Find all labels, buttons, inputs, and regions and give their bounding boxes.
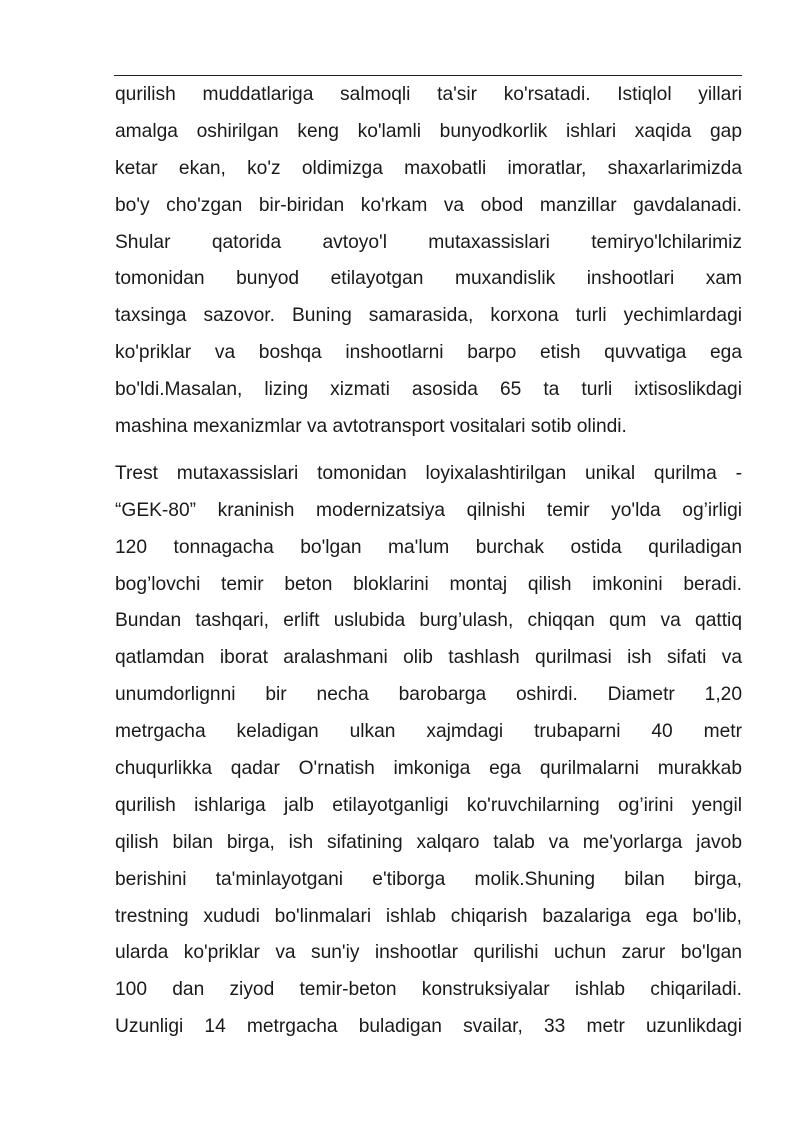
text-line: ko'priklar va boshqa inshootlarni barpo etish quvvatiga ega — [115, 342, 742, 364]
text-line: Uzunligi 14 metrgacha buladigan svailar, 33 metr uzunlikdagi — [115, 1016, 742, 1038]
text-line: bog’lovchi temir beton bloklarini montaj qilish imkonini beradi. — [115, 573, 742, 595]
text-line: berishini ta'minlayotgani e'tiborga molik.Shuning bilan birga, — [115, 868, 742, 890]
text-line: Trest mutaxassislari tomonidan loyixalashtirilgan unikal qurilma - — [115, 462, 742, 484]
text-line: qatlamdan iborat aralashmani olib tashlash qurilmasi ish sifati va — [115, 647, 742, 669]
text-line: metrgacha keladigan ulkan xajmdagi trubaparni 40 metr — [115, 721, 742, 743]
text-line: unumdorlignni bir necha barobarga oshirdi. Diametr 1,20 — [115, 684, 742, 706]
text-line: 100 dan ziyod temir-beton konstruksiyalar ishlab chiqariladi. — [115, 979, 742, 1001]
text-line: tomonidan bunyod etilayotgan muxandislik inshootlari xam — [115, 268, 742, 290]
text-line: amalga oshirilgan keng ko'lamli bunyodkorlik ishlari xaqida gap — [115, 120, 742, 142]
text-line: ularda ko'priklar va sun'iy inshootlar qurilishi uchun zarur bo'lgan — [115, 942, 742, 964]
text-line: mashina mexanizmlar va avtotransport vositalari sotib olindi. — [115, 416, 627, 438]
text-line: qurilish ishlariga jalb etilayotganligi ko'ruvchilarning og’irini yengil — [115, 794, 742, 816]
text-line: trestning xududi bo'linmalari ishlab chiqarish bazalariga ega bo'lib, — [115, 905, 742, 927]
text-line: ketar ekan, ko'z oldimizga maxobatli imoratlar, shaxarlarimizda — [115, 157, 742, 179]
document-body — [115, 77, 742, 1046]
text-line: chuqurlikka qadar O'rnatish imkoniga ega qurilmalarni murakkab — [115, 758, 742, 780]
text-line: “GEK-80” kraninish modernizatsiya qilnishi temir yo'lda og’irligi — [115, 499, 742, 521]
text-line: Shular qatorida avtoyo'l mutaxassislari temiryo'lchilarimiz — [115, 231, 742, 253]
text-line: qurilish muddatlariga salmoqli ta'sir ko'rsatadi. Istiqlol yillari — [115, 84, 742, 105]
text-line: Bundan tashqari, erlift uslubida burg’ulash, chiqqan qum va qattiq — [115, 610, 742, 632]
text-line: bo'y cho'zgan bir-biridan ko'rkam va obod manzillar gavdalanadi. — [115, 194, 742, 216]
text-line: 120 tonnagacha bo'lgan ma'lum burchak ostida quriladigan — [115, 536, 742, 558]
paragraph-2 — [115, 456, 742, 1046]
text-line: bo'ldi.Masalan, lizing xizmati asosida 65 ta turli ixtisoslikdagi — [115, 379, 742, 401]
header-rule — [114, 75, 742, 76]
paragraph-1 — [115, 77, 742, 446]
text-line: taxsinga sazovor. Buning samarasida, korxona turli yechimlardagi — [115, 305, 742, 327]
text-line: qilish bilan birga, ish sifatining xalqaro talab va me'yorlarga javob — [115, 831, 742, 853]
